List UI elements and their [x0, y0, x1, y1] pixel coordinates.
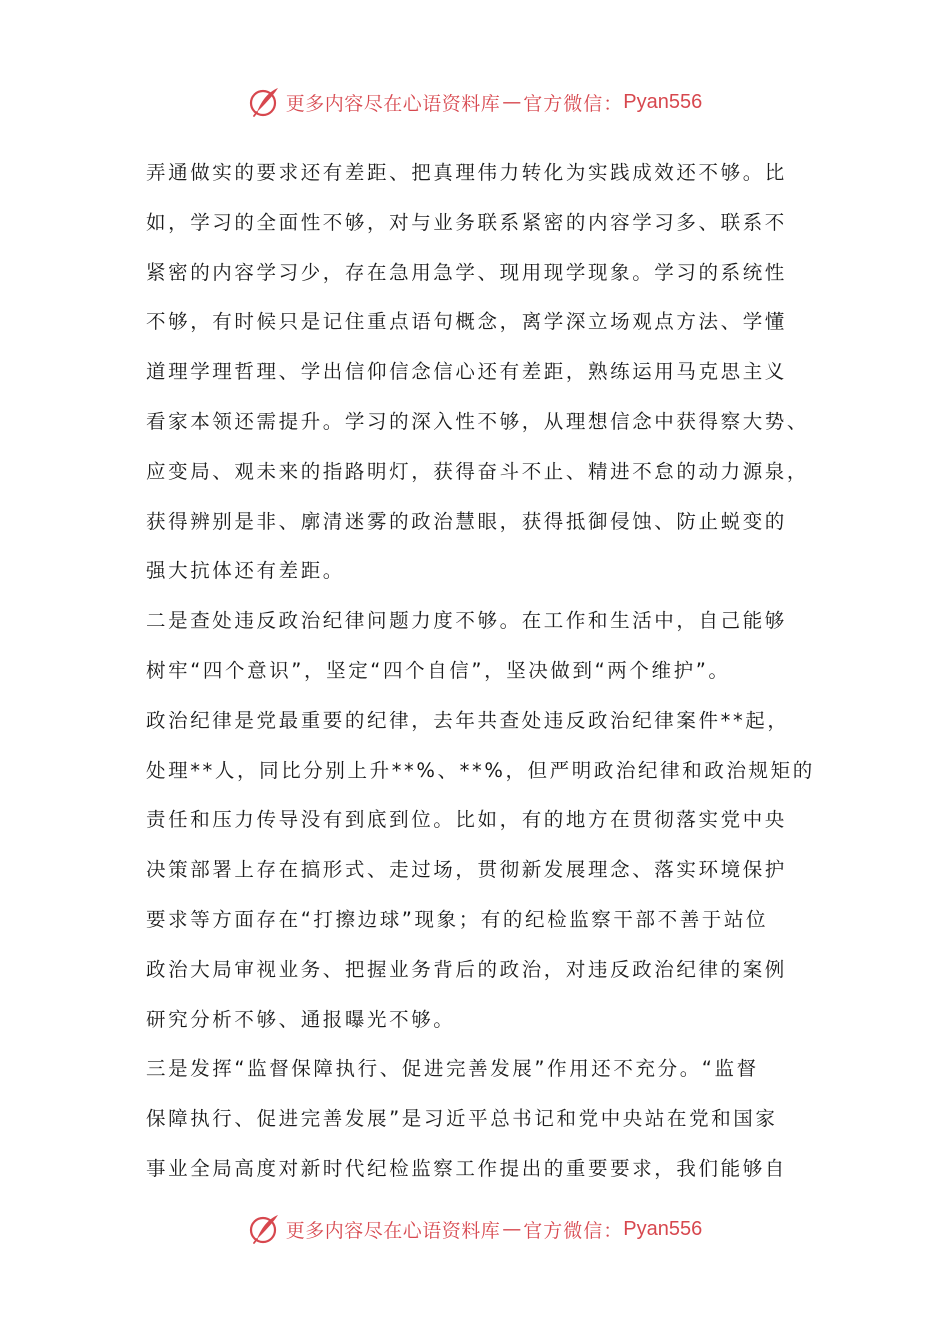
text-line: 要求等方面存在“打擦边球”现象；有的纪检监察干部不善于站位 [146, 907, 769, 931]
text-line: 道理学理哲理、学出信仰信念信心还有差距，熟练运用马克思主义 [146, 360, 787, 384]
banner-text: 更多内容尽在心语资料库 [285, 92, 501, 115]
banner-account-label: 官方微信： [523, 92, 624, 115]
text-line: 责任和压力传导没有到底到位。比如，有的地方在贯彻落实党中央 [146, 808, 787, 832]
text-line: 保障执行、促进完善发展”是习近平总书记和党中央站在党和国家 [146, 1107, 778, 1131]
banner-account-id: Pyan556 [623, 90, 703, 113]
text-line: 研究分析不够、通报曝光不够。 [146, 1007, 456, 1031]
banner-account-label: 官方微信： [523, 1219, 624, 1242]
quill-logo-icon [248, 85, 282, 119]
quill-logo-icon [248, 1212, 282, 1246]
footer-watermark-banner [0, 1209, 950, 1249]
text-line: 获得辨别是非、廓清迷雾的政治慧眼，获得抵御侵蚀、防止蜕变的 [146, 509, 787, 533]
document-body [146, 148, 818, 1194]
text-line: 决策部署上存在搞形式、走过场，贯彻新发展理念、落实环境保护 [146, 858, 787, 882]
header-watermark-banner [0, 82, 950, 122]
text-line: 如，学习的全面性不够，对与业务联系紧密的内容学习多、联系不 [146, 210, 787, 234]
text-line: 政治纪律是党最重要的纪律，去年共查处违反政治纪律案件**起， [146, 708, 790, 732]
text-line: 树牢“四个意识”，坚定“四个自信”，坚决做到“两个维护”。 [146, 658, 731, 682]
text-line: 三是发挥“监督保障执行、促进完善发展”作用还不充分。“监督 [146, 1057, 759, 1081]
banner-separator: — [502, 91, 522, 113]
text-line: 二是查处违反政治纪律问题力度不够。在工作和生活中，自己能够 [146, 609, 787, 633]
text-line: 紧密的内容学习少，存在急用急学、现用现学现象。学习的系统性 [146, 260, 787, 284]
text-line: 不够，有时候只是记住重点语句概念，离学深立场观点方法、学懂 [146, 310, 787, 334]
banner-separator: — [502, 1218, 522, 1240]
text-line: 事业全局高度对新时代纪检监察工作提出的重要要求，我们能够自 [146, 1156, 787, 1180]
banner-account-id: Pyan556 [623, 1217, 703, 1240]
banner-text: 更多内容尽在心语资料库 [285, 1219, 501, 1242]
text-line: 处理**人，同比分别上升**%、**%，但严明政治纪律和政治规矩的 [146, 758, 815, 782]
text-line: 应变局、观未来的指路明灯，获得奋斗不止、精进不怠的动力源泉， [146, 459, 810, 483]
text-line: 政治大局审视业务、把握业务背后的政治，对违反政治纪律的案例 [146, 957, 787, 981]
text-line: 强大抗体还有差距。 [146, 559, 345, 583]
text-line: 看家本领还需提升。学习的深入性不够，从理想信念中获得察大势、 [146, 409, 810, 433]
text-line: 弄通做实的要求还有差距、把真理伟力转化为实践成效还不够。比 [146, 161, 787, 184]
